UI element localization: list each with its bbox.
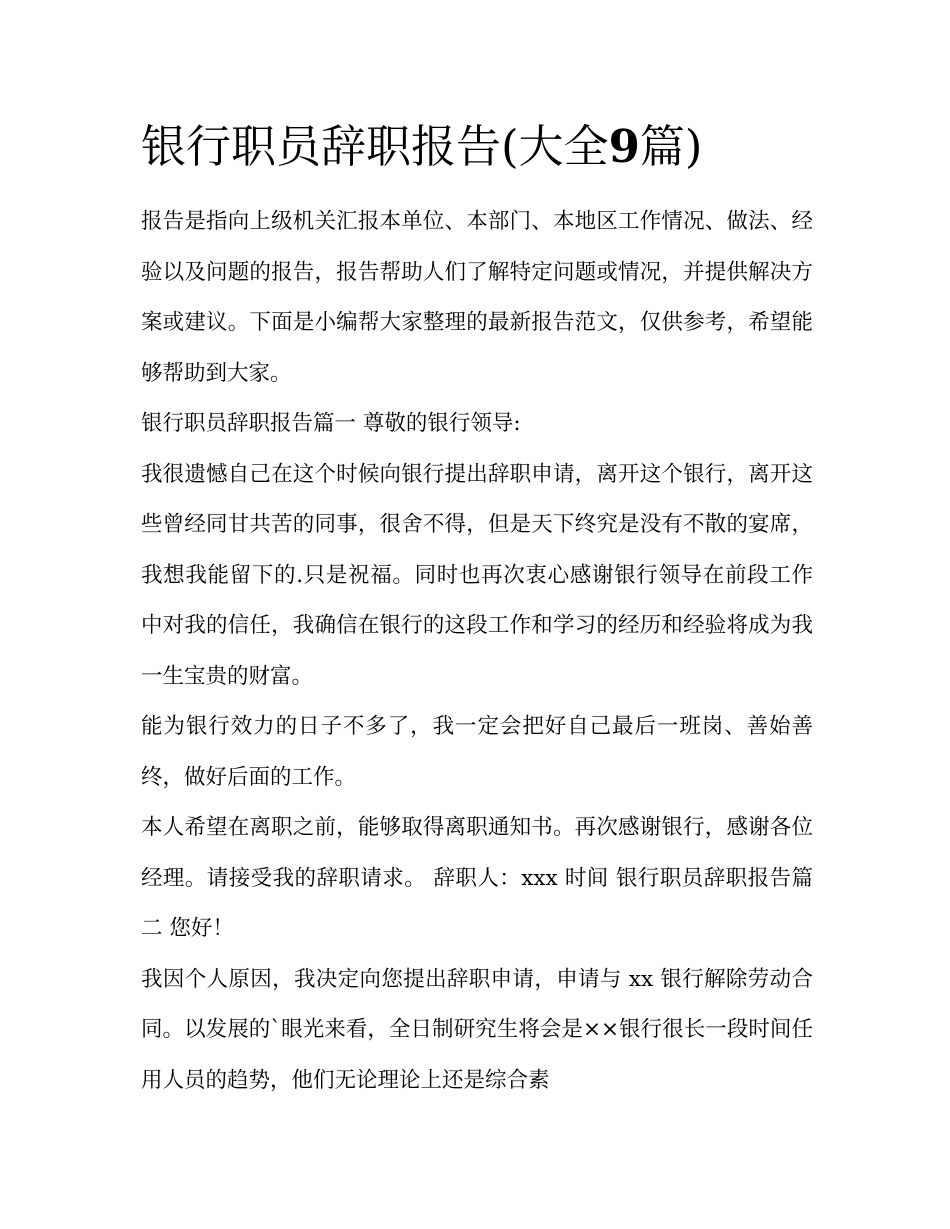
title-suffix: 篇) [639,120,703,173]
body-paragraph: 我很遗憾自己在这个时候向银行提出辞职申请，离开这个银行，离开这些曾经同甘共苦的同事，很舍不得，但是天下终究是没有不散的宴席，我想我能留下的.只是祝福。同时也再次衷心感谢银行领导在前段工作中对我的信任，我确信在银行的这段工作和学习的经历和经验将成为我一生宝贵的财富。 [141,461,813,689]
body-paragraph: 能为银行效力的日子不多了，我一定会把好自己最后一班岗、善始善终，做好后面的工作。 [141,714,813,790]
intro-paragraph: 报告是指向上级机关汇报本单位、本部门、本地区工作情况、做法、经验以及问题的报告，报告帮助人们了解特定问题或情况，并提供解决方案或建议。下面是小编帮大家整理的最新报告范文，仅供参考，希望能够帮助到大家。 [141,209,813,386]
body-paragraph: 我因个人原因，我决定向您提出辞职申请，申请与 xx 银行解除劳动合同。以发展的`眼光来看，全日制研究生将会是××银行很长一段时间任用人员的趋势，他们无论理论上还是综合素 [141,966,813,1093]
document-body [141,197,813,1106]
body-paragraph: 本人希望在离职之前，能够取得离职通知书。再次感谢银行，感谢各位经理。请接受我的辞职请求。 辞职人：xxx 时间 银行职员辞职报告篇二 您好！ [141,815,813,941]
document-title [141,112,821,182]
title-number: 9 [608,120,640,173]
title-text: 银行职员辞职报告(大全 [141,120,609,173]
section-one-heading: 银行职员辞职报告篇一 尊敬的银行领导: [141,411,521,436]
